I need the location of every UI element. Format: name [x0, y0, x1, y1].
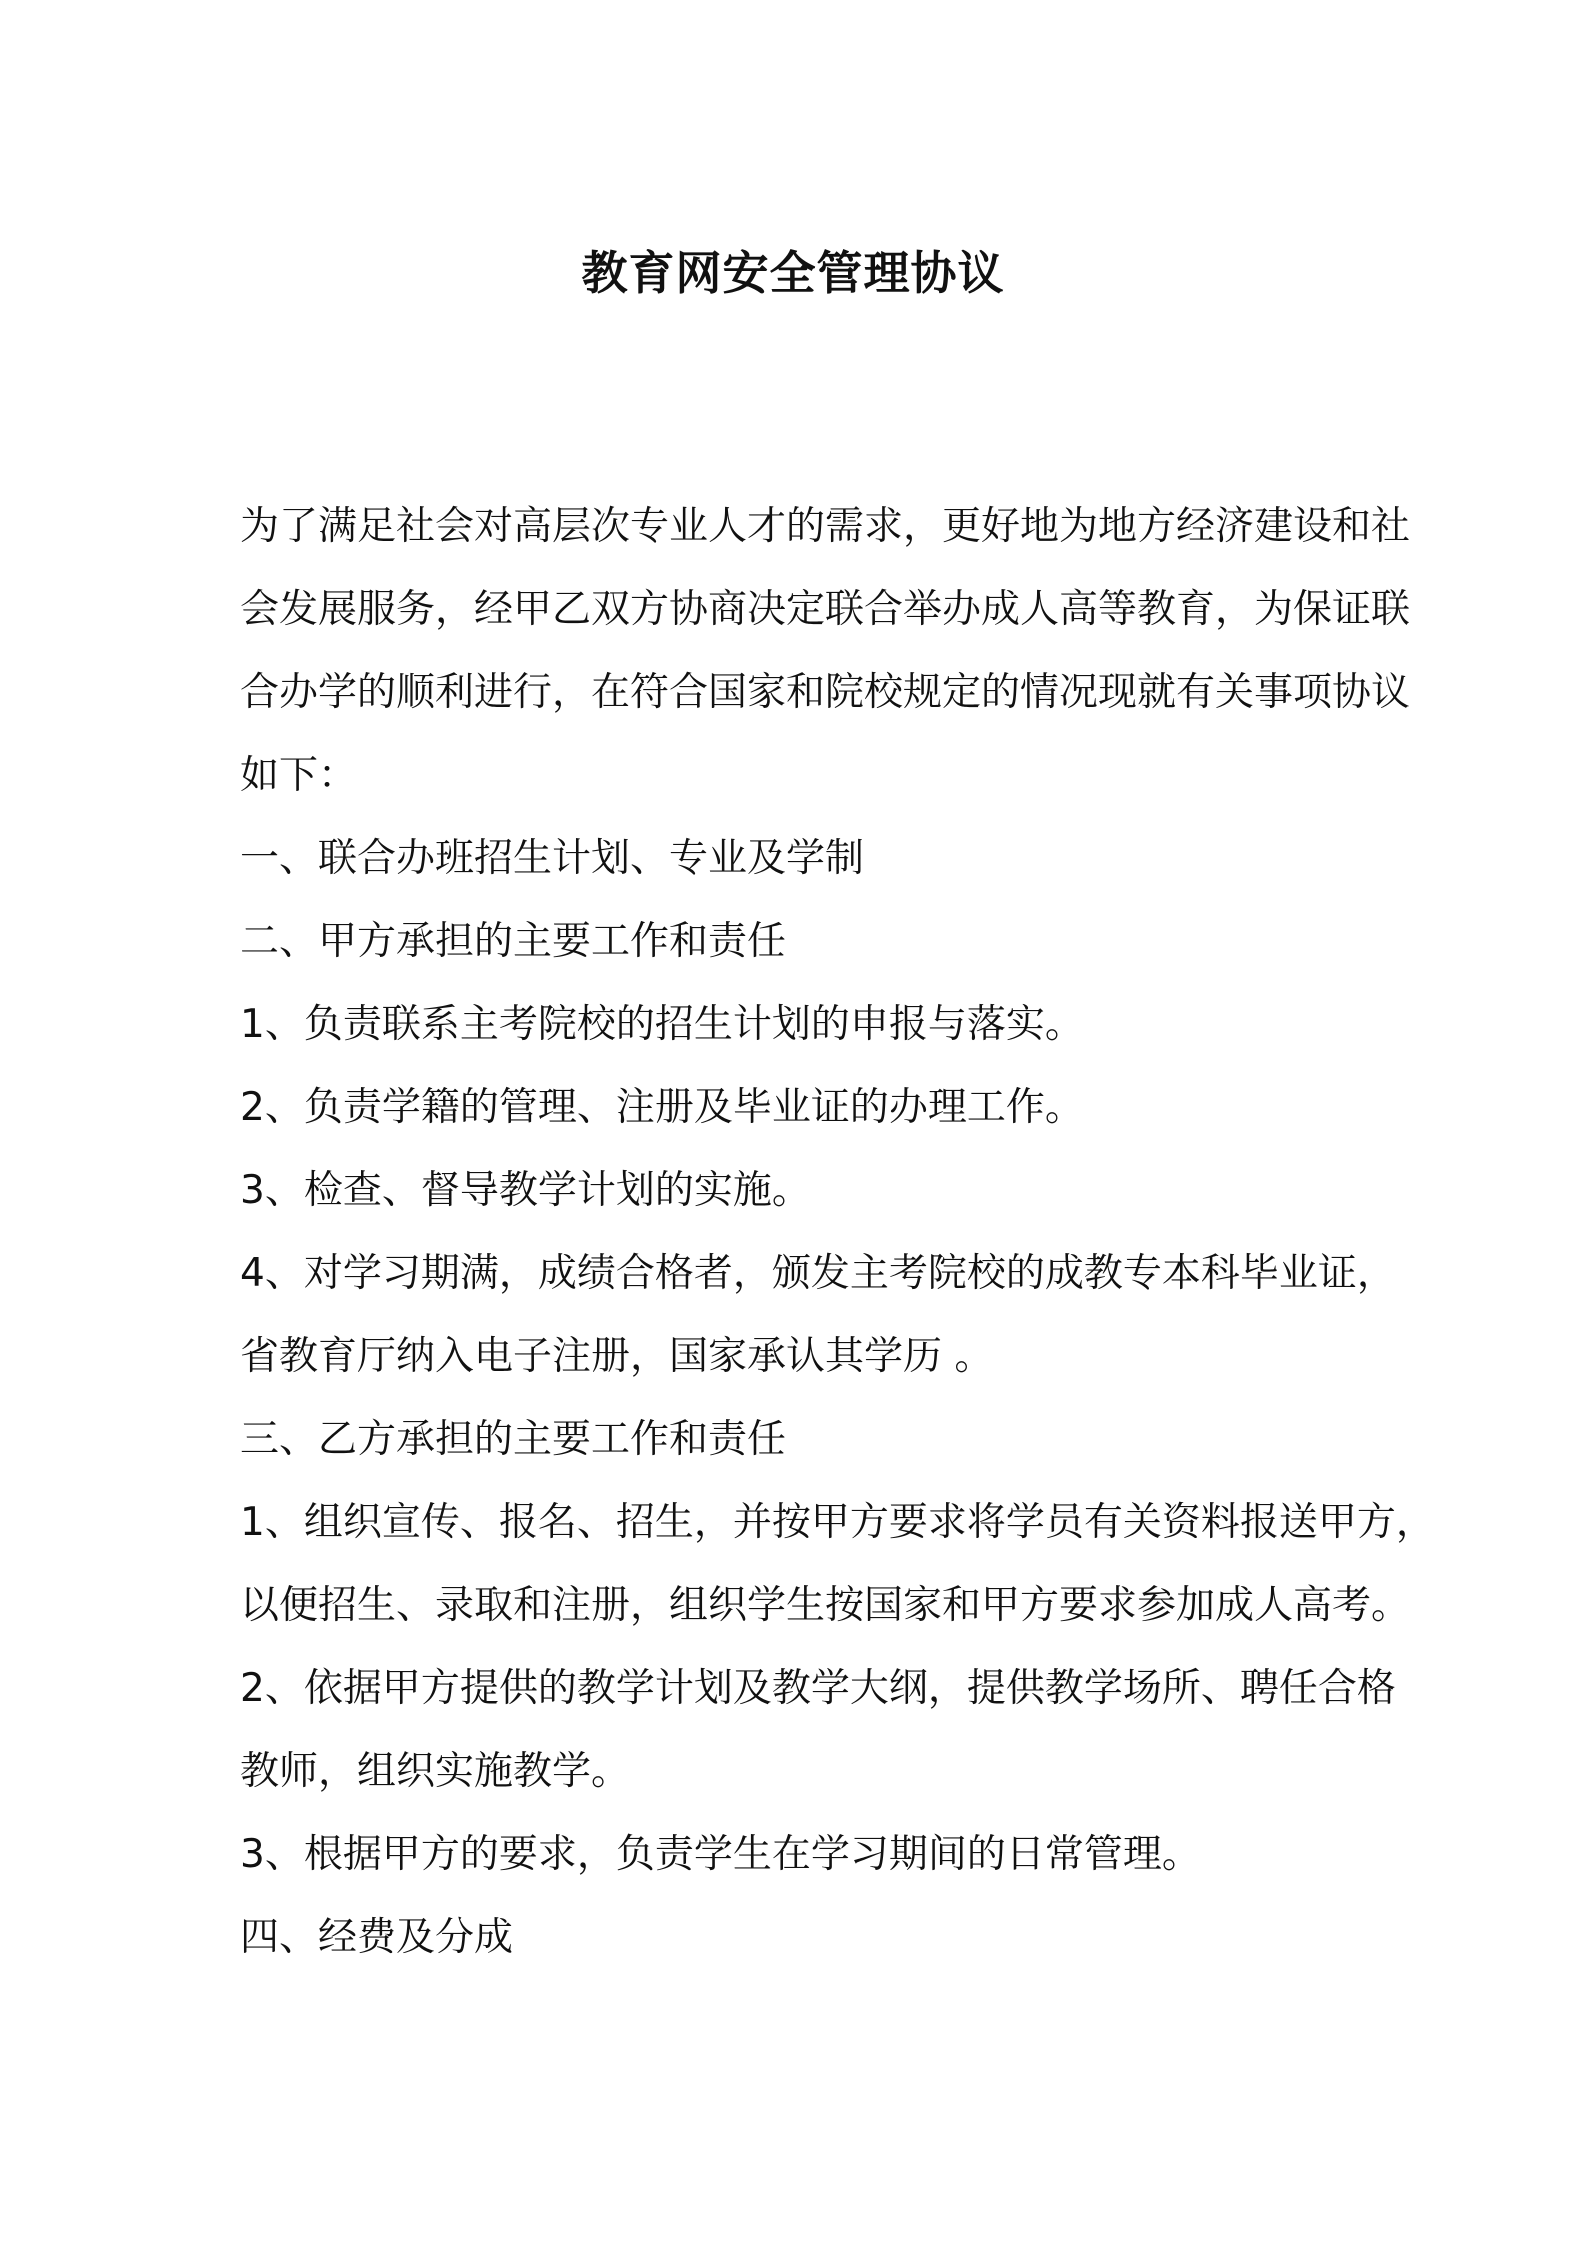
section-heading: 四、经费及分成: [240, 1915, 514, 1960]
list-item: 1、组织宣传、报名、招生，并按甲方要求将学员有关资料报送甲方，: [240, 1500, 1435, 1545]
list-item: 4、对学习期满，成绩合格者，颁发主考院校的成教专本科毕业证，: [240, 1251, 1396, 1296]
list-item: 3、根据甲方的要求，负责学生在学习期间的日常管理。: [240, 1832, 1201, 1877]
document-body: [240, 485, 1435, 1979]
section-heading: 一、联合办班招生计划、专业及学制: [240, 836, 865, 881]
body-line: 会发展服务，经甲乙双方协商决定联合举办成人高等教育，为保证联: [240, 587, 1411, 632]
document-title: 教育网安全管理协议: [581, 245, 1005, 300]
body-line: 合办学的顺利进行，在符合国家和院校规定的情况现就有关事项协议: [240, 670, 1411, 715]
list-item-continuation: 教师，组织实施教学。: [240, 1749, 631, 1794]
section-heading: 三、乙方承担的主要工作和责任: [240, 1417, 787, 1462]
body-line: 为了满足社会对高层次专业人才的需求，更好地为地方经济建设和社: [240, 504, 1411, 549]
list-item: 1、负责联系主考院校的招生计划的申报与落实。: [240, 1002, 1084, 1047]
list-item: 2、负责学籍的管理、注册及毕业证的办理工作。: [240, 1085, 1084, 1130]
body-line: 如下：: [240, 753, 358, 798]
section-heading: 二、甲方承担的主要工作和责任: [240, 919, 787, 964]
list-item: 2、依据甲方提供的教学计划及教学大纲，提供教学场所、聘任合格: [240, 1666, 1396, 1711]
list-item: 3、检查、督导教学计划的实施。: [240, 1168, 811, 1213]
list-item-continuation: 以便招生、录取和注册，组织学生按国家和甲方要求参加成人高考。: [240, 1583, 1411, 1628]
list-item-continuation: 省教育厅纳入电子注册，国家承认其学历 。: [240, 1334, 994, 1379]
